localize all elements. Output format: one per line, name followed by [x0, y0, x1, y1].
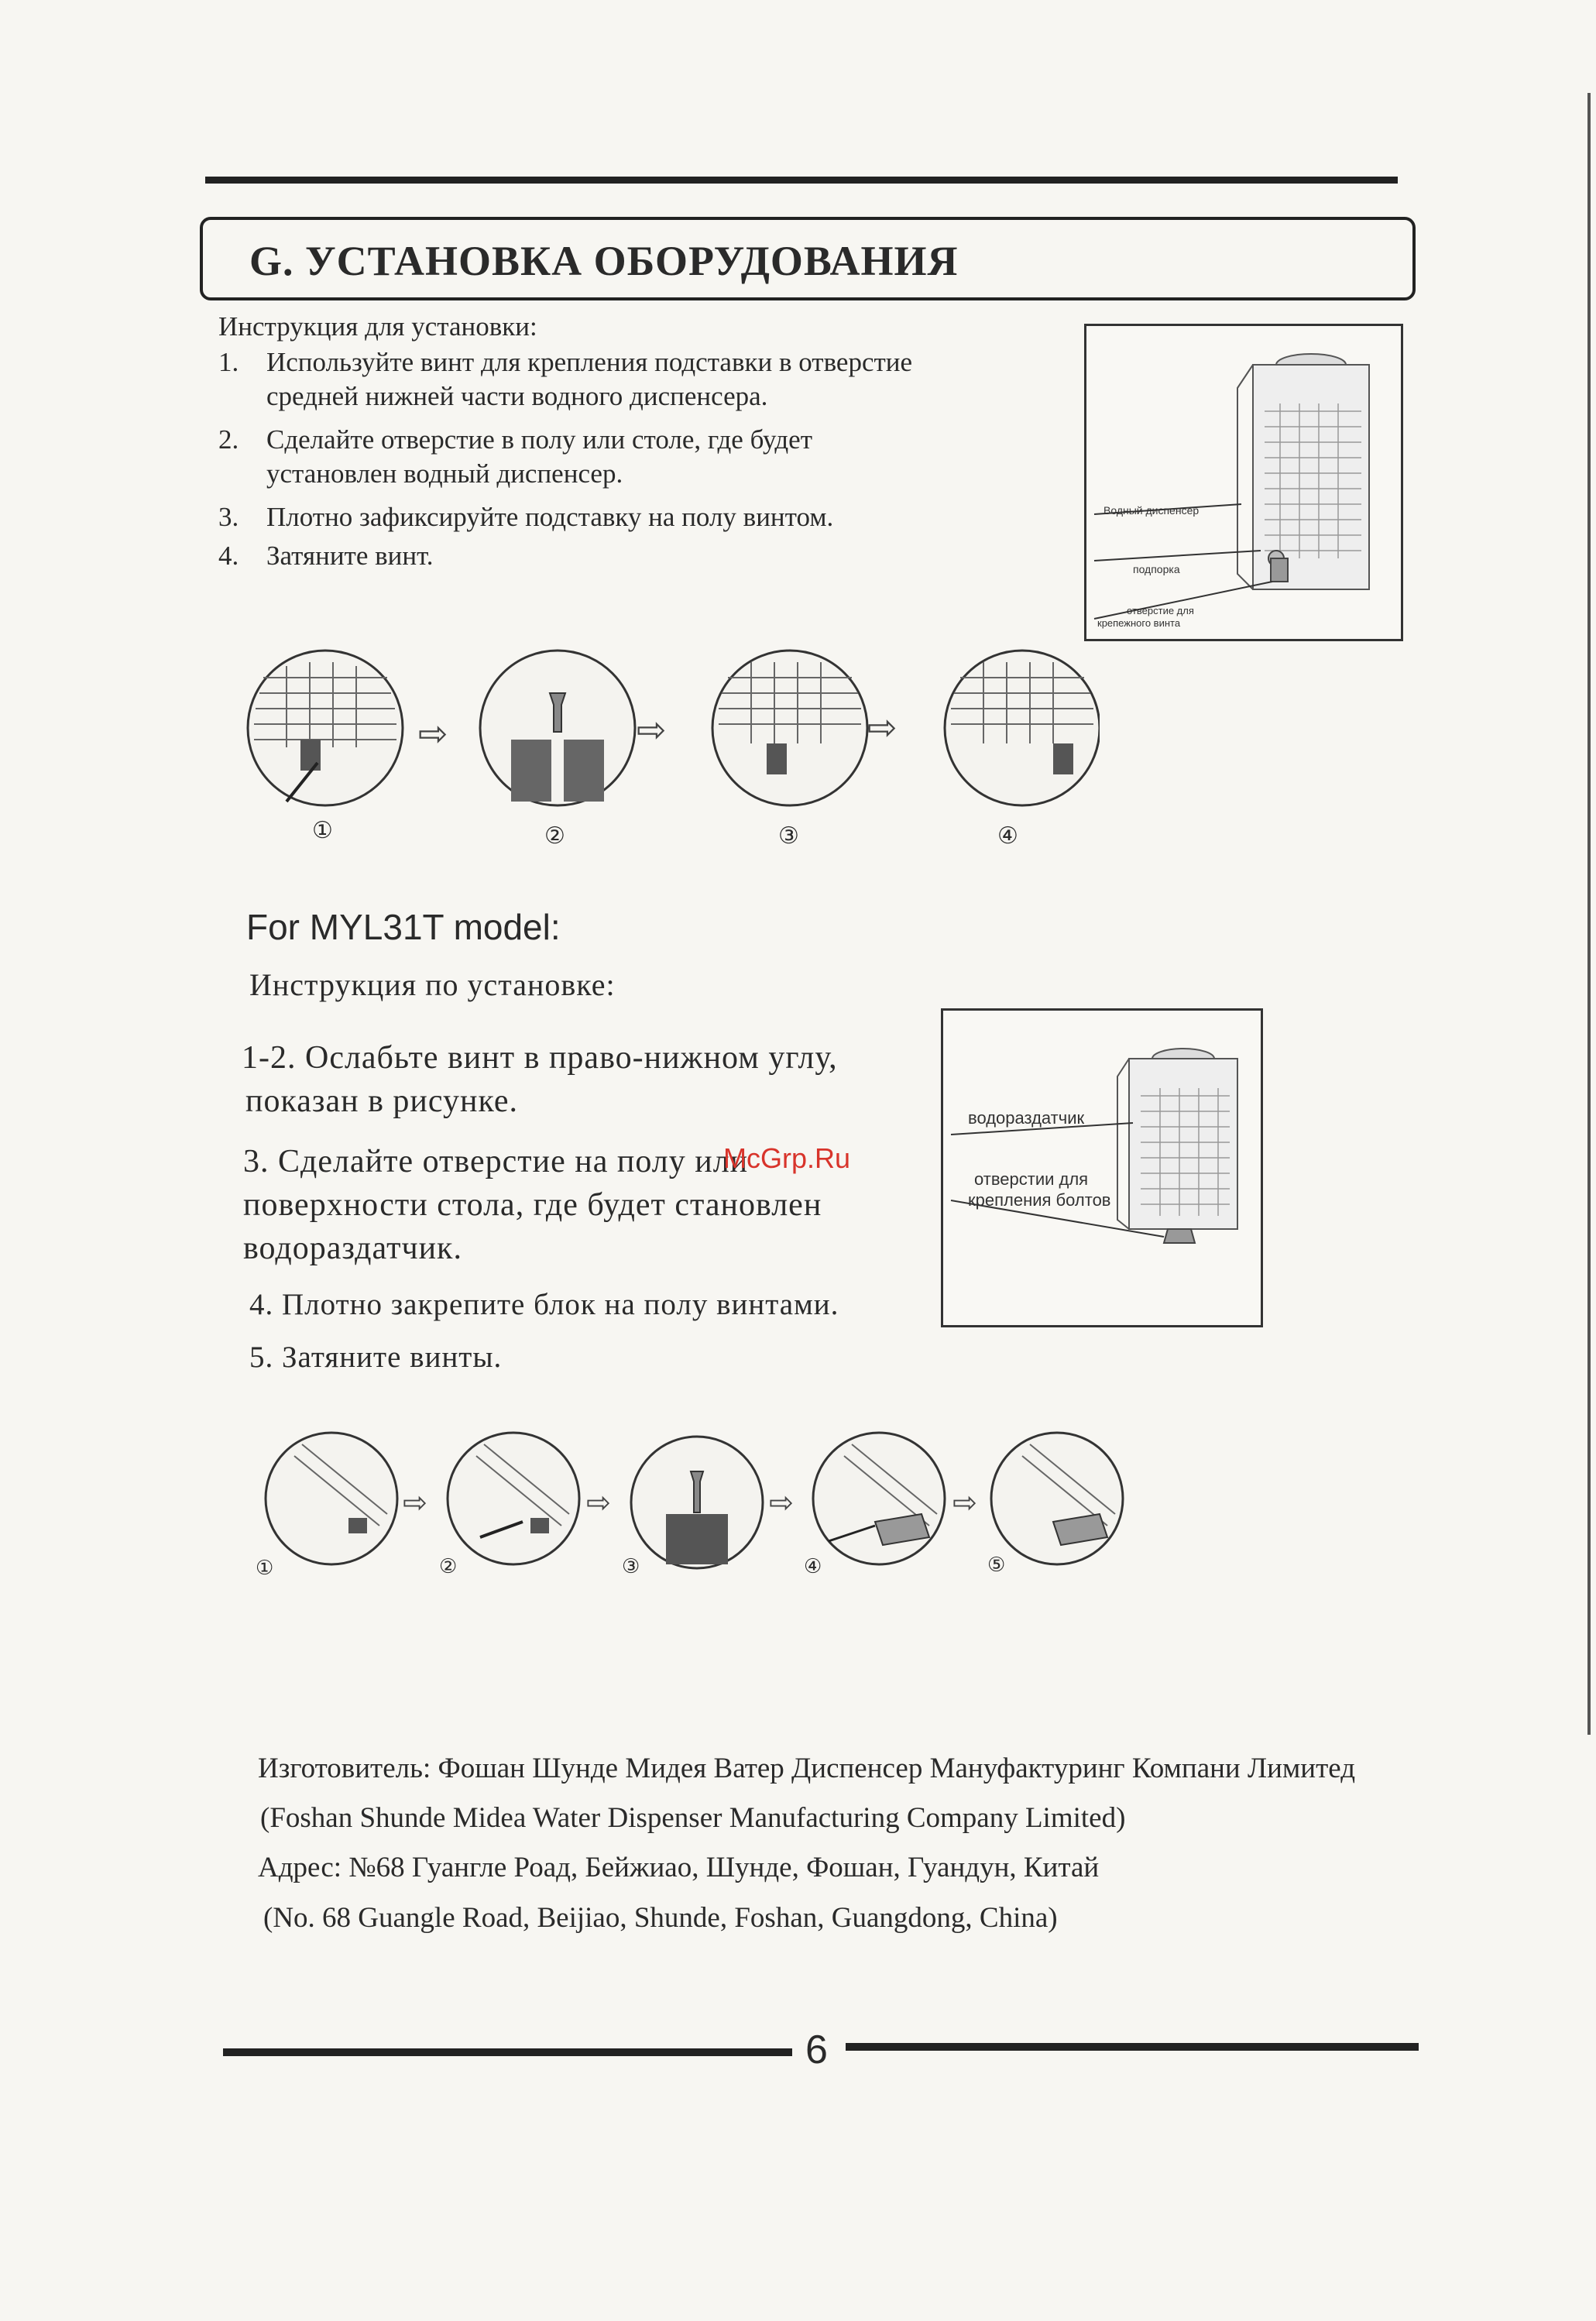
step-circle-2: [448, 1433, 579, 1564]
part2-step-5: [249, 1336, 502, 1379]
figure-label-holes: отверстии для: [974, 1169, 1089, 1189]
page-number: 6: [805, 2027, 828, 2072]
arrow-right-icon: ⇨: [867, 706, 898, 748]
step-text: Сделайте отверстие в полу или столе, где будет: [266, 424, 812, 455]
part2-step-number-5: ⑤: [987, 1554, 1006, 1577]
part1-step-number-2: ②: [544, 822, 565, 850]
part1-step-1: [218, 345, 912, 414]
step-circle-4: [945, 651, 1100, 805]
part2-step-4: [249, 1283, 839, 1327]
section-header-box: [200, 217, 1416, 300]
figure-label-support: подпорка: [1133, 563, 1180, 575]
arrow-right-icon: ⇨: [637, 709, 667, 750]
step-text: Затяните винт.: [266, 541, 434, 571]
manufacturer-line-en: (Foshan Shunde Midea Water Dispenser Manufacturing Company Limited): [260, 1802, 1126, 1834]
arrow-right-icon: ⇨: [769, 1485, 794, 1519]
part1-intro: Инструкция для установки:: [218, 311, 537, 342]
step-number: 4.: [218, 541, 239, 571]
step-text: водораздатчик.: [243, 1231, 462, 1266]
part2-step-number-1: ①: [256, 1557, 274, 1580]
part2-step-circles: [256, 1429, 1169, 1584]
step-number: 1.: [218, 347, 239, 377]
bottom-rule-right: [846, 2043, 1419, 2051]
model-heading: For MYL31T model:: [246, 907, 561, 947]
arrow-right-icon: ⇨: [586, 1485, 611, 1519]
figure-label-screw: крепежного винта: [1097, 617, 1181, 629]
bottom-rule-left: [223, 2048, 792, 2056]
water-dispenser-illustration: [1086, 326, 1401, 639]
part2-step-1: [242, 1036, 838, 1123]
step-text: 3. Сделайте отверстие на полу или: [243, 1144, 749, 1179]
figure-label-hole: отверстие для: [1127, 605, 1194, 616]
step-text: Используйте винт для крепления подставки в отверстие: [266, 347, 913, 377]
address-line: Адрес: №68 Гуангле Роад, Бейжиао, Шунде, Фошан, Гуандун, Китай: [258, 1852, 1100, 1883]
part1-step-2: [218, 423, 812, 491]
top-rule: [205, 177, 1398, 184]
watermark: McGrp.Ru: [723, 1142, 851, 1174]
part2-step-number-4: ④: [804, 1555, 822, 1578]
section-title: G. УСТАНОВКА ОБОРУДОВАНИЯ: [249, 238, 959, 284]
step-number: 3.: [218, 502, 239, 532]
step-circle-5: [991, 1433, 1123, 1564]
part1-step-number-3: ③: [778, 822, 799, 850]
figure-label-dispenser: Водный диспенсер: [1103, 504, 1200, 517]
step-text: установлен водный диспенсер.: [266, 458, 623, 489]
step-text: средней нижней части водного диспенсера.: [266, 381, 768, 411]
manufacturer-line: Изготовитель: Фошан Шунде Мидея Ватер Диспенсер Мануфактуринг Компани Лимитед: [258, 1753, 1356, 1784]
step-circle-1: [248, 651, 403, 805]
part1-step-4: [218, 539, 434, 573]
step-text: 5. Затяните винты.: [249, 1341, 503, 1374]
part1-step-number-4: ④: [997, 822, 1018, 850]
step-text: показан в рисунке.: [245, 1083, 518, 1119]
figure-label-dispenser: водораздатчик: [968, 1108, 1085, 1128]
step-text: 4. Плотно закрепите блок на полу винтами.: [249, 1288, 839, 1321]
part1-step-3: [218, 500, 833, 534]
step-circle-3: [712, 651, 867, 805]
address-line-en: (No. 68 Guangle Road, Beijiao, Shunde, Foshan, Guangdong, China): [263, 1902, 1058, 1934]
arrow-right-icon: ⇨: [403, 1485, 427, 1519]
step-text: поверхности стола, где будет становлен: [243, 1187, 822, 1223]
step-number: 2.: [218, 424, 239, 455]
arrow-right-icon: ⇨: [418, 712, 448, 754]
dispenser-figure-1: [1084, 324, 1403, 641]
step-text: Плотно зафиксируйте подставку на полу винтом.: [266, 502, 834, 532]
step-text: 1-2. Ослабьте винт в право-нижном углу,: [242, 1040, 838, 1076]
part2-step-number-3: ③: [622, 1555, 640, 1578]
arrow-right-icon: ⇨: [952, 1485, 977, 1519]
part2-step-number-2: ②: [439, 1555, 458, 1578]
figure-label-bolts: крепления болтов: [968, 1190, 1111, 1210]
scan-edge-line: [1587, 93, 1591, 1735]
step-circle-4: [813, 1433, 945, 1564]
part2-intro: Инструкция по установке:: [249, 967, 616, 1002]
step-circle-1: [266, 1433, 397, 1564]
water-dispenser-illustration: [943, 1011, 1261, 1325]
dispenser-figure-2: [941, 1008, 1263, 1327]
part1-step-number-1: ①: [312, 817, 333, 844]
